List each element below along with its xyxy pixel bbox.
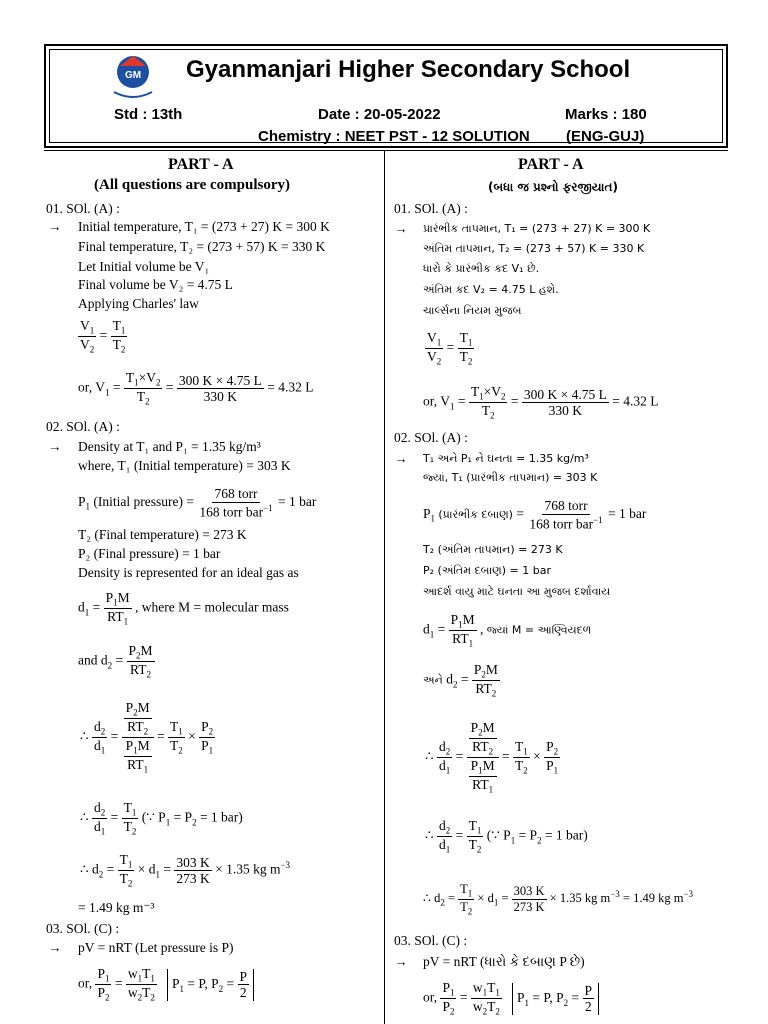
right-q2-line: T₂ (અંતિમ તાપમાન) = 273 K (423, 543, 563, 556)
left-q2-line: Density is represented for an ideal gas as (78, 565, 299, 580)
left-q2-eq-d2: and $d_2$ = $\frac{P_2M}{RT_2}$ (78, 643, 153, 680)
std-label: Std : 13th (114, 106, 183, 123)
left-q3-header: 03. SOl. (C) : (46, 921, 120, 936)
left-q2-eq-p1: $P_1$ (Initial pressure) = $\frac{\text{768 torr}}{168 torr bar^{-1}}$ = 1 bar (78, 486, 317, 520)
right-arrow-icon: → (394, 954, 408, 969)
left-q2-line: T₂ (Final temperature) = 273 K (78, 527, 247, 542)
right-q1-eq1: $\frac{V_1}{V_2}$ = $\frac{T_1}{T_2}$ (427, 330, 473, 367)
left-q1-line: Applying Charles' law (78, 296, 199, 311)
right-q2-header: 02. SOl. (A) : (394, 430, 468, 445)
left-q2-line: P₂ (Final pressure) = 1 bar (78, 546, 221, 561)
left-q2-eq-d1: $d_1$ = $\frac{P_1M}{RT_1}$ , where M = molecular mass (78, 590, 289, 627)
subject-label: Chemistry : NEET PST - 12 SOLUTION (258, 128, 530, 145)
right-q2-eq-d1: $d_1$ = $\frac{P_1M}{RT_1}$ , જ્યાં M = આણ્વિયદળ (423, 612, 592, 649)
right-q1-line: ધારો કે પ્રારંભીક કદ V₁ છે. (423, 262, 540, 275)
right-arrow-icon: → (394, 451, 408, 466)
right-q2-eq-d2: અને $d_2$ = $\frac{P_2M}{RT_2}$ (423, 662, 498, 699)
right-q1-eq2: or, $V_1$ = $\frac{T_1\times V_2}{T_2}$ = $\frac{300 K \times 4.75 L}{330 K}$ = 4.32 L (423, 384, 659, 421)
left-q2-line: where, T₁ (Initial temperature) = 303 K (78, 458, 291, 473)
left-q1-line: Final temperature, T₂ = (273 + 57) K = 330 K (78, 239, 326, 254)
left-q1-line: Let Initial volume be V₁ (78, 259, 210, 274)
right-q2-line: P₂ (અંતિમ દબાણ) = 1 bar (423, 564, 551, 577)
left-arrow-icon: → (48, 439, 62, 454)
date-label: Date : 20-05-2022 (318, 106, 441, 123)
right-q1-line: અંતિમ કદ V₂ = 4.75 L હશે. (423, 283, 559, 296)
left-q1-eq1: $\frac{V_1}{V_2}$ = $\frac{T_1}{T_2}$ (80, 318, 126, 355)
left-q2-eq-ratio: ∴ $\frac{d_2}{d_1}$ = $\frac{\frac{P_2M}{RT_2}}{\frac{P_1M}{RT_1}}$ = $\frac{T_1}{T_2}$ × $\frac{P_2}{P_1}$ (80, 700, 214, 775)
left-part-title: PART - A (168, 156, 234, 173)
marks-label: Marks : 180 (565, 106, 647, 123)
divider-horizontal (44, 150, 728, 151)
right-part-title: PART - A (518, 156, 584, 173)
right-instructions: (બધા જ પ્રશ્નો ફરજીયાત) (488, 180, 618, 194)
right-q2-line: T₁ અને P₁ ને ઘનતા = 1.35 kg/m³ (423, 452, 589, 465)
right-q1-line: ચાર્લ્સના નિયમ મુજબ (423, 304, 522, 317)
left-q1-line: Initial temperature, T₁ = (273 + 27) K = 300 K (78, 219, 330, 234)
left-arrow-icon: → (48, 940, 62, 955)
left-q3-line: pV = nRT (Let pressure is P) (78, 940, 234, 955)
left-q2-eq-simplified: ∴ $\frac{d_2}{d_1}$ = $\frac{T_1}{T_2}$ (∵ $P_1 = P_2 = 1$ bar) (80, 800, 243, 837)
right-q2-eq-simplified: ∴ $\frac{d_2}{d_1}$ = $\frac{T_1}{T_2}$ (∵ $P_1 = P_2 = 1$ bar) (425, 818, 588, 855)
left-instructions: (All questions are compulsory) (94, 177, 290, 193)
right-q1-line: અંતિમ તાપમાન, T₂ = (273 + 57) K = 330 K (423, 242, 645, 255)
right-q2-eq-final: ∴ $d_2$ = $\frac{T_1}{T_2}$ × $d_1$ = $\frac{303 K}{273 K}$ × 1.35 kg $m^{-3} = 1.49$ kg $m^{-3}$ (423, 882, 694, 917)
left-arrow-icon: → (48, 219, 62, 234)
right-q1-line: પ્રારંભીક તાપમાન, T₁ = (273 + 27) K = 300 K (423, 222, 651, 235)
left-q1-header: 01. SOl. (A) : (46, 201, 120, 216)
right-q1-header: 01. SOl. (A) : (394, 201, 468, 216)
right-q3-header: 03. SOl. (C) : (394, 933, 468, 948)
right-q3-line: pV = nRT (ધારો કે દબાણ P છે) (423, 954, 585, 969)
svg-text:GM: GM (124, 70, 142, 81)
right-q3-eq: or, $\frac{P_1}{P_2}$ = $\frac{w_1T_1}{w_2T_2}$ $P_1 = P$, $P_2$ = $\frac{P}{2}$ (423, 980, 599, 1017)
left-q2-header: 02. SOl. (A) : (46, 419, 120, 434)
left-q1-line: Final volume be V₂ = 4.75 L (78, 277, 233, 292)
right-q2-line: જ્યાં, T₁ (પ્રારંભીક તાપમાન) = 303 K (423, 471, 598, 484)
left-q2-line: Density at T₁ and P₁ = 1.35 kg/m³ (78, 439, 261, 454)
right-q2-line: આદર્શ વાયુ માટે ઘનતા આ મુજબ દર્શાવાય (423, 585, 611, 598)
school-name: Gyanmanjari Higher Secondary School (186, 56, 631, 83)
divider-vertical (384, 150, 385, 1024)
left-q2-result: = 1.49 kg m⁻³ (78, 900, 155, 915)
left-q2-eq-final: ∴ $d_2$ = $\frac{T_1}{T_2}$ × $d_1$ = $\frac{303 K}{273 K}$ × 1.35 kg $m^{-3}$ (80, 852, 291, 889)
lang-label: (ENG-GUJ) (566, 128, 645, 145)
school-logo (110, 52, 156, 104)
right-q2-eq-p1: $P_1$ (પ્રારંભીક દબાણ) = $\frac{\text{768 torr}}{168 torr bar^{-1}}$ = 1 bar (423, 498, 647, 532)
right-arrow-icon: → (394, 221, 408, 236)
left-q1-eq2: or, $V_1$ = $\frac{T_1\times V_2}{T_2}$ = $\frac{300 K \times 4.75 L}{330 K}$ = 4.32 L (78, 370, 314, 407)
left-q3-eq: or, $\frac{P_1}{P_2}$ = $\frac{w_1T_1}{w_2T_2}$ $P_1 = P$, $P_2$ = $\frac{P}{2}$ (78, 966, 254, 1003)
right-q2-eq-ratio: ∴ $\frac{d_2}{d_1}$ = $\frac{\frac{P_2M}{RT_2}}{\frac{P_1M}{RT_1}}$ = $\frac{T_1}{T_2}$ × $\frac{P_2}{P_1}$ (425, 720, 559, 795)
